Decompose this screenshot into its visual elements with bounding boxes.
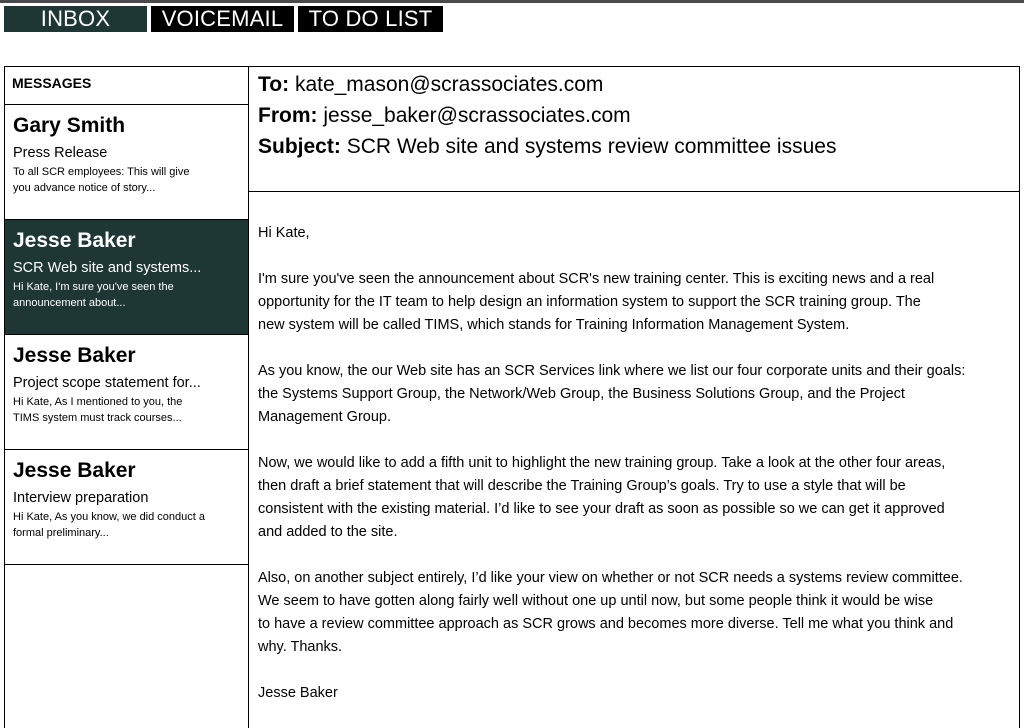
from-label: From: [258,104,318,127]
body-line: to have a review committee approach as SCR grows and becomes more diverse. Tell me what you think and [258,616,954,632]
body-line: new system will be called TIMS, which stands for Training Information Management System. [258,317,850,333]
paragraph-3 [258,452,1019,544]
message-subject: Interview preparation [13,490,149,506]
email-body [249,192,1019,705]
tab-to-do-list[interactable]: TO DO LIST [298,6,443,32]
message-item-jesse-baker-project-scope[interactable] [5,335,248,450]
message-sender: Gary Smith [13,114,126,137]
body-line: I'm sure you've seen the announcement about SCR's new training center. This is exciting news and a real [258,271,935,287]
to-label: To: [258,73,290,96]
preview-line: Hi Kate, As you know, we did conduct a [13,511,206,523]
message-sender: Jesse Baker [13,344,136,367]
tab-inbox[interactable]: INBOX [4,6,147,32]
preview-line: Hi Kate, As I mentioned to you, the [13,396,183,408]
greeting: Hi Kate, [258,225,310,241]
message-preview [13,509,240,541]
from-address: jesse_baker@scrassociates.com [323,104,631,127]
subject-row [258,131,1019,162]
to-address: kate_mason@scrassociates.com [294,73,604,96]
body-line: Also, on another subject entirely, I’d like your view on whether or not SCR needs a systems review committee. [258,570,963,586]
preview-line: Hi Kate, I'm sure you've seen the [13,281,174,293]
body-line: As you know, the our Web site has an SCR Services link where we list our four corporate units and their goals: [258,363,966,379]
message-sender: Jesse Baker [13,229,136,252]
body-line: Now, we would like to add a fifth unit to highlight the new training group. Take a look at the other four areas, [258,455,946,471]
body-line: the Systems Support Group, the Network/Web Group, the Business Solutions Group, and the Project [258,386,905,402]
message-item-jesse-baker-interview[interactable] [5,450,248,565]
subject-text: SCR Web site and systems review committee issues [346,135,837,158]
message-preview [13,279,240,311]
preview-line: To all SCR employees: This will give [13,166,190,178]
preview-line: TIMS system must track courses... [13,412,182,424]
message-subject: SCR Web site and systems... [13,260,202,276]
body-line: then draft a brief statement that will describe the Training Group’s goals. Try to use a style that will be [258,478,906,494]
mail-frame [4,66,1020,728]
message-sender: Jesse Baker [13,459,136,482]
message-view [249,67,1019,728]
message-preview [13,394,240,426]
preview-line: announcement about... [13,297,126,309]
subject-label: Subject: [258,135,341,158]
body-line: opportunity for the IT team to help design an information system to support the SCR training group. The [258,294,921,310]
paragraph-1 [258,268,1019,337]
body-line: and added to the site. [258,524,398,540]
email-headers [249,67,1019,192]
messages-header: MESSAGES [5,67,248,105]
body-line: We seem to have gotten along fairly well without one up until now, but some people think it would be wise [258,593,934,609]
message-item-gary-smith-press-release[interactable] [5,105,248,220]
body-line: consistent with the existing material. I’d like to see your draft as soon as possible so we can get it approved [258,501,945,517]
message-subject: Press Release [13,145,108,161]
signature: Jesse Baker [258,685,338,701]
preview-line: formal preliminary... [13,527,109,539]
preview-line: you advance notice of story... [13,182,156,194]
from-row [258,100,1019,131]
paragraph-4 [258,567,1019,659]
top-border [0,0,1024,3]
message-subject: Project scope statement for... [13,375,201,391]
message-preview [13,164,240,196]
body-line: Management Group. [258,409,391,425]
tab-voicemail[interactable]: VOICEMAIL [151,6,294,32]
body-line: why. Thanks. [258,639,343,655]
message-item-jesse-baker-web-site[interactable] [5,220,248,335]
paragraph-2 [258,360,1019,429]
message-list [5,67,249,728]
to-row [258,69,1019,100]
